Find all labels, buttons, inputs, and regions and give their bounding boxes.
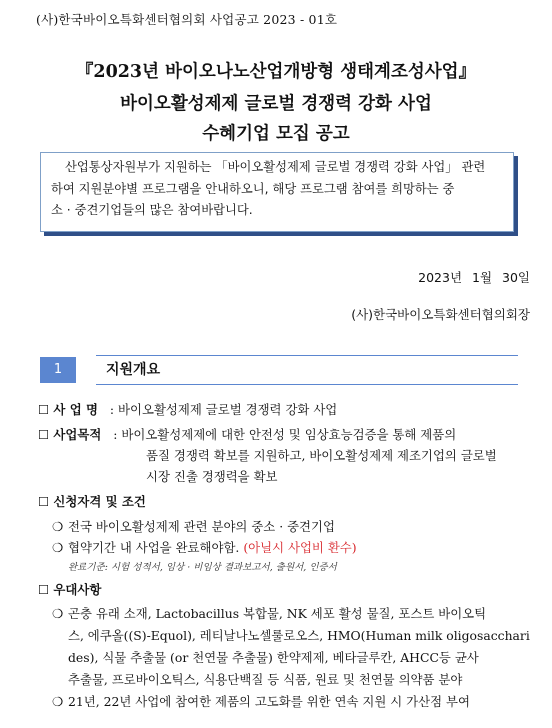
preference-item-1-line-1: 곤충 유래 소재, Lactobacillus 복합물, NK 세포 활성 물질, 포스트 바이오틱: [68, 606, 487, 621]
preference-item-2-text: 21년, 22년 사업에 참여한 제품의 고도화를 위한 연속 지원 시 가산점 부여: [68, 694, 470, 709]
section-title: 지원개요: [106, 362, 161, 378]
circle-bullet-icon: ❍: [52, 540, 64, 555]
eligibility-warning: (아닐시 사업비 환수): [243, 540, 357, 555]
section-number: 1: [40, 357, 76, 383]
completion-criteria-note: 완료기준: 시험 성적서, 임상 · 비임상 결과보고서, 출원서, 인증서: [68, 562, 337, 573]
section-rule-top: [96, 355, 518, 356]
section-rule-bottom: [96, 384, 518, 385]
notice-number: (사)한국바이오특화센터협의회 사업공고 2023 - 01호: [36, 12, 338, 27]
summary-box: [40, 152, 514, 232]
announcement-date: 2023년 1월 30일: [418, 270, 530, 285]
organization-name: (사)한국바이오특화센터협의회장: [351, 307, 530, 322]
preference-item-1: [52, 604, 486, 622]
preference-item-2: [52, 692, 470, 710]
purpose-line-2: 품질 경쟁력 확보를 지원하고, 바이오활성제제 제조기업의 글로벌: [146, 448, 497, 463]
circle-bullet-icon: ❍: [52, 694, 64, 709]
purpose-label: ☐ 사업목적: [38, 427, 102, 442]
eligibility-item-2: [52, 538, 357, 556]
purpose-row: [38, 425, 456, 443]
summary-line-1: 산업통상자원부가 지원하는 「바이오활성제제 글로벌 경쟁력 강화 사업」 관련: [65, 160, 486, 174]
eligibility-label: ☐ 신청자격 및 조건: [38, 494, 146, 509]
preference-item-1-line-4: 추출물, 프로바이오틱스, 식용단백질 등 식품, 원료 및 천연물 의약품 분야: [68, 672, 463, 687]
project-name-row: [38, 400, 337, 418]
circle-bullet-icon: ❍: [52, 606, 64, 621]
preference-item-1-line-3: des), 식물 추출물 (or 천연물 추출물) 한약제제, 베타글루칸, AHCC등 균사: [68, 650, 479, 665]
title-line-2: 바이오활성제제 글로벌 경쟁력 강화 사업: [120, 94, 432, 114]
summary-line-2: 하여 지원분야별 프로그램을 안내하오니, 해당 프로그램 참여를 희망하는 중: [51, 181, 455, 196]
purpose-line-3: 시장 진출 경쟁력을 확보: [146, 469, 278, 484]
preference-item-1-line-2: 스, 에쿠올((S)-Equol), 레티날나노셀룰로오스, HMO(Human milk oligosacchari: [68, 628, 530, 643]
preference-label: ☐ 우대사항: [38, 582, 102, 597]
summary-line-3: 소 · 중견기업들의 많은 참여바랍니다.: [51, 203, 253, 217]
eligibility-item-1: [52, 517, 335, 535]
eligibility-item-2-text: 협약기간 내 사업을 완료해야함.: [68, 540, 240, 555]
section-header: [40, 355, 518, 385]
project-name-value: : 바이오활성제제 글로벌 경쟁력 강화 사업: [109, 402, 338, 417]
purpose-line-1: : 바이오활성제제에 대한 안전성 및 임상효능검증을 통해 제품의: [113, 427, 457, 442]
project-name-label: ☐ 사 업 명: [38, 402, 98, 417]
eligibility-item-1-text: 전국 바이오활성제제 관련 분야의 중소 · 중견기업: [68, 519, 335, 534]
title-line-3: 수혜기업 모집 공고: [202, 124, 350, 144]
circle-bullet-icon: ❍: [52, 519, 64, 534]
title-line-1: 『2023년 바이오나노산업개방형 생태계조성사업』: [75, 62, 477, 82]
